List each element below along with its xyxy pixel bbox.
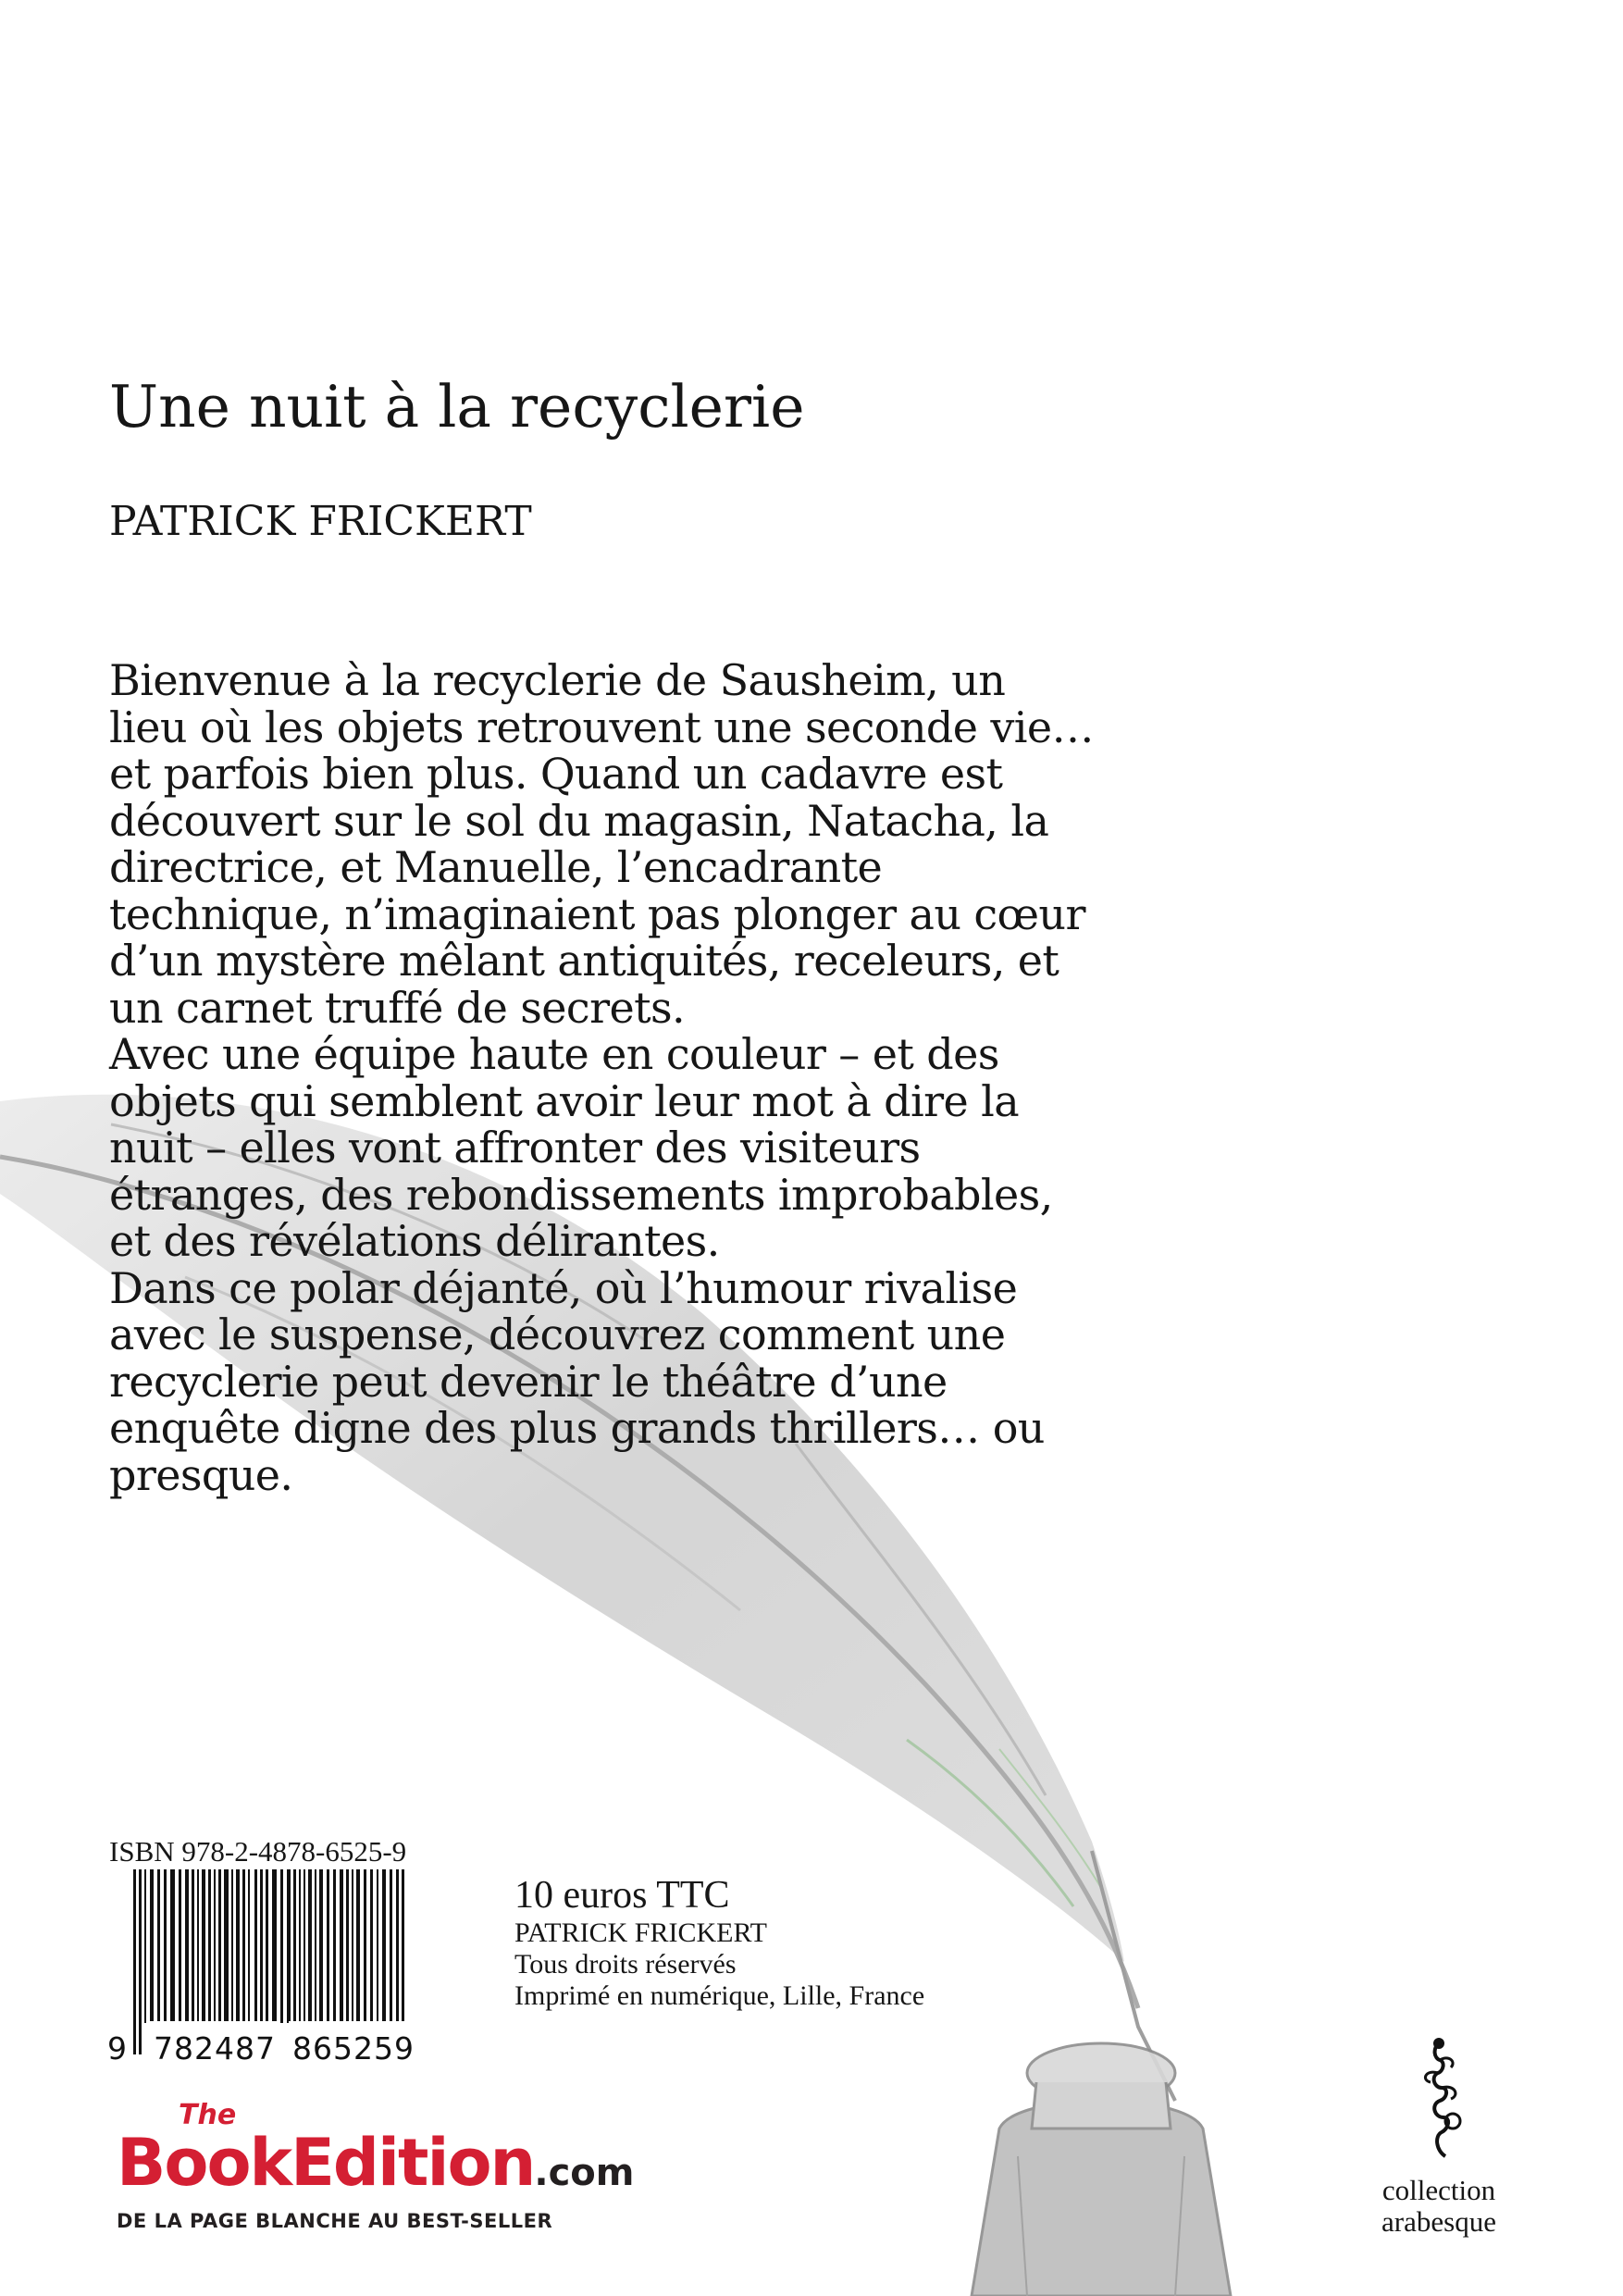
barcode-bar [346, 1869, 349, 2023]
collection-line2: arabesque [1381, 2205, 1496, 2238]
barcode-bar [315, 1869, 316, 2023]
blurb-line: technique, n’imaginaient pas plonger au cœur [109, 888, 1085, 939]
barcode-bar [272, 1869, 277, 2023]
barcode-bar [139, 1869, 142, 2054]
logo-wordmark [117, 2125, 634, 2201]
barcode-bar [164, 1869, 167, 2023]
colophon-author: PATRICK FRICKERT [514, 1917, 767, 1948]
barcode-bar [327, 1869, 329, 2023]
barcode-bar [293, 1869, 296, 2023]
blurb-line: lieu où les objets retrouvent une seconde vie… [109, 701, 1094, 752]
barcode [105, 1869, 448, 2064]
blurb-line: enquête digne des plus grands thrillers… ou [109, 1403, 1045, 1453]
back-cover-blurb [109, 657, 1275, 1498]
barcode-bar [157, 1869, 160, 2023]
barcode-bar [242, 1869, 245, 2023]
barcode-bar [185, 1869, 189, 2023]
blurb-line: découvert sur le sol du magasin, Natacha, la [109, 795, 1049, 846]
barcode-bar [287, 1869, 291, 2023]
blurb-line: un carnet truffé de secrets. [109, 982, 686, 1033]
barcode-digits-left: 782487 [154, 2030, 276, 2064]
blurb-line: presque. [109, 1449, 293, 1500]
logo-tagline: DE LA PAGE BLANCHE AU BEST-SELLER [117, 2210, 553, 2232]
blurb-line: Avec une équipe haute en couleur – et des [109, 1029, 999, 1079]
barcode-bar [144, 1869, 146, 2023]
barcode-bar [192, 1869, 194, 2023]
barcode-bar [133, 1869, 136, 2054]
blurb-line: directrice, et Manuelle, l’encadrante [109, 842, 883, 892]
collection-name [1332, 2175, 1545, 2238]
publisher-logo [117, 2099, 672, 2284]
barcode-bar [340, 1869, 343, 2023]
barcode-bar [266, 1869, 268, 2023]
inkwell-icon [972, 2043, 1231, 2296]
barcode-bar [319, 1869, 323, 2023]
barcode-bar [170, 1869, 175, 2023]
rights: Tous droits réservés [514, 1949, 737, 1980]
barcode-bar [208, 1869, 211, 2023]
blurb-line: Bienvenue à la recyclerie de Sausheim, un [109, 655, 1006, 705]
barcode-digits-right: 865259 [292, 2030, 415, 2064]
blurb-line: recyclerie peut devenir le théâtre d’une [109, 1356, 948, 1407]
barcode-bar [377, 1869, 378, 2023]
author-name: PATRICK FRICKERT [109, 498, 532, 545]
barcode-bar [364, 1869, 366, 2023]
colophon [514, 1873, 924, 2012]
barcode-bar [299, 1869, 301, 2023]
barcode-bar [214, 1869, 216, 2023]
barcode-bar [304, 1869, 305, 2023]
barcode-bar [356, 1869, 360, 2023]
blurb-line: avec le suspense, découvrez comment une [109, 1309, 1006, 1359]
barcode-bar [236, 1869, 240, 2023]
barcode-bar [179, 1869, 181, 2023]
printing-info: Imprimé en numérique, Lille, France [514, 1980, 925, 2011]
blurb-line: d’un mystère mêlant antiquités, receleurs, et [109, 936, 1059, 986]
barcode-bar [333, 1869, 336, 2023]
book-title: Une nuit à la recyclerie [109, 373, 805, 441]
blurb-line: et des révélations délirantes. [109, 1216, 720, 1266]
logo-suffix: .com [534, 2152, 635, 2194]
logo-name: BookEdition [117, 2125, 535, 2201]
blurb-line: et parfois bien plus. Quand un cadavre est [109, 749, 1003, 799]
barcode-bar [248, 1869, 250, 2023]
barcode-bar [308, 1869, 312, 2023]
logo-the: The [179, 2099, 237, 2131]
blurb-line: Dans ce polar déjanté, où l’humour rivalise [109, 1262, 1018, 1313]
blurb-line: nuit – elles vont affronter des visiteurs [109, 1123, 921, 1173]
barcode-bar [224, 1869, 229, 2023]
barcode-bar [202, 1869, 205, 2023]
price: 10 euros TTC [514, 1874, 730, 1917]
collection-mark [1332, 2036, 1545, 2277]
barcode-bar [390, 1869, 392, 2023]
blurb-line: étranges, des rebondissements improbables, [109, 1169, 1053, 1220]
barcode-bar [382, 1869, 386, 2023]
barcode-bar [231, 1869, 233, 2023]
barcode-bar [352, 1869, 353, 2023]
isbn-label: ISBN 978-2-4878-6525-9 [109, 1835, 407, 1868]
barcode-digit-lead: 9 [107, 2030, 127, 2064]
barcode-bar [218, 1869, 221, 2023]
barcode-bar [370, 1869, 373, 2023]
blurb-line: objets qui semblent avoir leur mot à dire la [109, 1075, 1020, 1126]
collection-line1: collection [1381, 2174, 1496, 2206]
barcode-bar [150, 1869, 154, 2023]
arabesque-icon [1397, 2036, 1481, 2166]
barcode-graphic [105, 1869, 448, 2064]
barcode-bar [280, 1869, 283, 2023]
barcode-bar [197, 1869, 199, 2023]
